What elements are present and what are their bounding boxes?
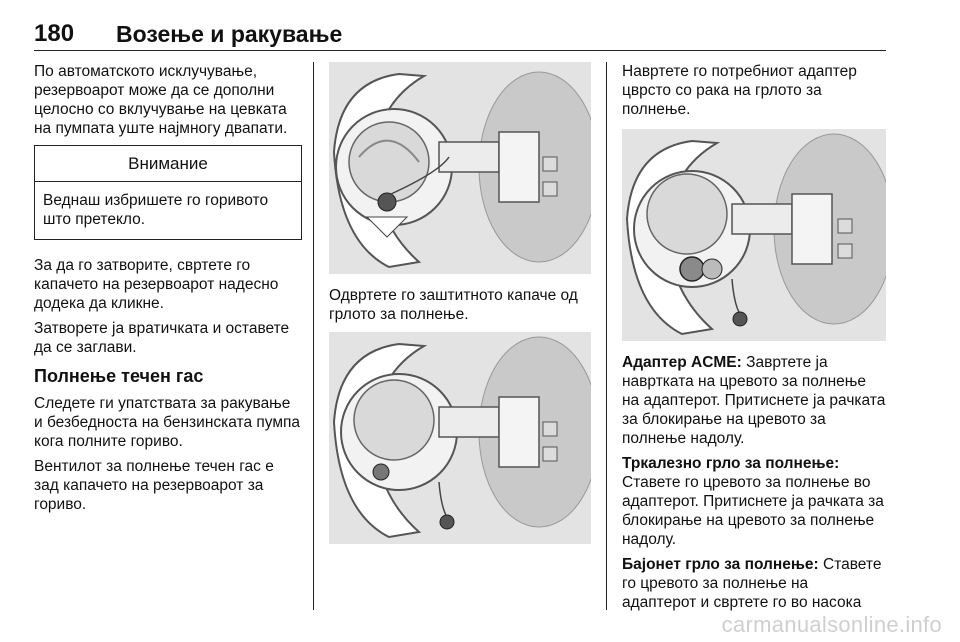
chapter-title: Возење и ракување xyxy=(116,21,343,47)
paragraph-instructions: Следете ги упатствата за ракување и безбедноста на бензинската пумпа кога полните гориво. xyxy=(34,395,301,450)
paragraph-intro: По автоматското исклучување, резервоарот може да се дополни целосно со вклучување на цевката на пумпата уште најмногу двапати. xyxy=(34,63,288,137)
watermark: carmanualsonline.info xyxy=(721,612,942,637)
figure-caption: Одвртете го заштитното капаче од грлото за полнење. xyxy=(329,287,578,323)
illustration-filler-neck xyxy=(329,332,591,544)
illustration-fuel-flap-open xyxy=(329,62,591,274)
illustration-adapter xyxy=(622,129,886,341)
bayonet-text: Ставете го цревото за полнење на адаптерот и свртете го во насока xyxy=(622,556,882,611)
paragraph-close-cap: За да го затворите, свртете го капачето на резервоарот надесно додека да кликне. xyxy=(34,257,279,312)
column-2 xyxy=(329,62,591,544)
notice-body: Веднаш избришете го горивото што претекло. xyxy=(43,192,269,228)
notice-box xyxy=(34,145,302,240)
paragraph-bayonet xyxy=(622,555,886,612)
paragraph-dish xyxy=(622,454,886,549)
page-header xyxy=(34,20,886,51)
dish-label: Тркалезно грло за полнење: xyxy=(622,455,840,472)
column-divider-2 xyxy=(606,62,607,610)
bayonet-label: Бајонет грло за полнење: xyxy=(622,556,819,573)
column-3 xyxy=(622,62,886,618)
section-title: Полнење течен гас xyxy=(34,366,204,386)
paragraph-close-flap: Затворете ја вратичката и оставете да се заглави. xyxy=(34,320,290,356)
acme-label: Адаптер ACME: xyxy=(622,354,742,371)
column-divider-1 xyxy=(313,62,314,610)
page-number: 180 xyxy=(34,20,75,47)
dish-text: Ставете го цревото за полнење во адаптерот. Притиснете ја рачката за блокирање на цревото за полнење надолу. xyxy=(622,474,884,548)
column-1 xyxy=(34,62,302,520)
paragraph-adapter-intro: Навртете го потребниот адаптер цврсто со рака на грлото за полнење. xyxy=(622,63,857,118)
notice-title: Внимание xyxy=(35,146,301,182)
paragraph-acme xyxy=(622,353,886,448)
acme-text: Завртете ја навртката на цревото за полнење на адаптерот. Притиснете ја рачката за блокирање на цревото за полнење надолу. xyxy=(622,354,886,447)
paragraph-valve: Вентилот за полнење течен гас е зад капачето на резервоарот за гориво. xyxy=(34,458,274,513)
